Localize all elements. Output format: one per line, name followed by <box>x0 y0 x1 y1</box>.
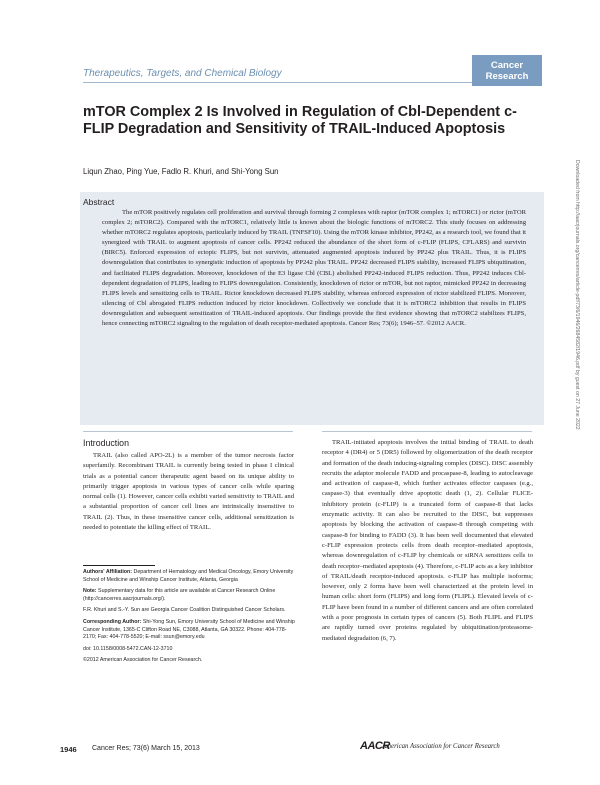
copyright: ©2012 American Association for Cancer Research. <box>83 657 203 664</box>
journal-badge <box>472 55 542 86</box>
note-label: Note: <box>83 588 97 595</box>
corresponding-label: Corresponding Author: <box>83 618 142 625</box>
affiliation-note <box>83 569 295 584</box>
header-rule <box>83 82 473 83</box>
article-authors: Liqun Zhao, Ping Yue, Fadlo R. Khuri, and Shi-Yong Sun <box>83 167 279 176</box>
supplementary-note <box>83 588 295 603</box>
article-notes <box>83 569 295 669</box>
affiliation-label: Authors' Affiliation: <box>83 569 133 575</box>
aacr-mark: AACR <box>360 740 390 752</box>
affiliation-text: Department of Hematology and Medical Oncology, Emory University School of Medicine and Winship Cancer Institute, Atlanta, Georgia <box>83 569 294 583</box>
corresponding-note <box>83 619 295 642</box>
doi: doi: 10.1158/0008-5472.CAN-12-3710 <box>83 645 173 652</box>
aacr-logo <box>360 740 540 754</box>
footer-citation: Cancer Res; 73(6) March 15, 2013 <box>92 745 200 752</box>
notes-rule <box>83 565 155 566</box>
article-title: mTOR Complex 2 Is Involved in Regulation of Cbl-Dependent c-FLIP Degradation and Sensitivity of TRAIL-Induced Apoptosis <box>83 104 517 137</box>
abstract-heading: Abstract <box>83 197 115 207</box>
journal-badge-line1: Cancer <box>490 60 524 71</box>
introduction-right-column: TRAIL-initiated apoptosis involves the initial binding of TRAIL to death receptor 4 (DR4) or 5 (DR5) followed by oligomerization of the death receptor and formation of the death inducing-signaling complex (DISC). DISC assembly recruits the adaptor molecule FADD and procaspase-8, leading to autocleavage and activation of caspase-8, which further activates effector caspases (e.g., caspase-3) that eventually drive apoptotic death (1, 2). Cellular FLICE-inhibitory protein (c-FLIP) is a truncated form of caspase-8 that lacks enzymatic activity. It can also be recruited to the DISC, but suppresses apoptosis by blocking the activation of caspase-8 through competing with caspase-8 for binding to FADD (3). It has been well documented that elevated c-FLIP expression protects cells from death receptor–mediated apoptosis, whereas downregulation of c-FLIP by chemicals or siRNA sensitizes cells to death receptor–mediated apoptosis (4). Therefore, c-FLIP acts as a key inhibitor of TRAIL/death receptor-induced apoptosis. c-FLIP has multiple isoforms; however, only 2 forms have been well characterized at the protein level in human cells: short form (FLIPS) and long form (FLIPL). Elevated levels of c-FLIP have been found in a number of different cancers and are often correlated with a poor prognosis in certain types of cancers (5). Both FLIPL and FLIPS are rapidly turned over proteins regulated by ubiquitination/proteasome-mediated degradation (6, 7). <box>322 439 533 642</box>
corresponding-text: Shi-Yong Sun, Emory University School of Medicine and Winship Cancer Institute, 1365-C Clifton Road NE, C3088, Atlanta, GA 30322. Phone: 404-778-2170; Fax: 404-778-5520; E-mail: ssun@emory.edu <box>83 618 295 641</box>
abstract-text: The mTOR positively regulates cell proliferation and survival through forming 2 complexes with raptor (mTOR complex 1; mTORC1) or rictor (mTOR complex 2; mTORC2). Compared with the mTORC1, relatively little is known about the biologic functions of mTORC2. This study focuses on addressing whether mTORC2 regulates apoptosis, particularly induced by TRAIL (TNFSF10). Using the mTOR kinase inhibitor, PP242, as a research tool, we found that it synergized with TRAIL to augment apoptosis of cancer cells. PP242 reduced the abundance of the short form of c-FLIP (FLIPS, CFLARS) and survivin (BIRC5). Enforced expression of ectopic FLIPS, but not survivin, attenuated augmented apoptosis induced by PP242 plus TRAIL. Thus, it is FLIPS downregulation that contributes to synergistic induction of apoptosis by PP242 plus TRAIL. PP242 decreased FLIPS stability, increased FLIPS ubiquitination, and facilitated FLIPS degradation. Moreover, knockdown of the E3 ligase Cbl (CBL) abolished PP242-induced FLIPS reduction. Thus, PP242 induces Cbl-dependent degradation of FLIPS, leading to FLIPS downregulation. Consistently, knockdown of rictor or mTOR, but not raptor, mimicked PP242 in decreasing FLIPS levels and sensitizing cells to TRAIL. Rictor knockdown decreased FLIPS stability, whereas enforced expression of rictor stabilized FLIPS. Moreover, silencing of Cbl abrogated FLIPS reduction induced by rictor knockdown. Collectively we conclude that it is mTORC2 inhibition that results in FLIPS downregulation and subsequent sensitization of TRAIL-induced apoptosis. Our findings provide the first evidence showing that mTORC2 stabilizes FLIPS, hence connecting mTORC2 signaling to the regulation of death receptor-mediated apoptosis. Cancer Res; 73(6); 1946–57. ©2012 AACR. <box>102 209 526 328</box>
download-side-note <box>570 160 584 740</box>
publisher-name: American Association for Cancer Research <box>382 743 500 750</box>
introduction-left-column: TRAIL (also called APO-2L) is a member of the tumor necrosis factor superfamily. Recombinant TRAIL is currently being tested in phase I clinical trials as a potential cancer therapeutic agent based on its unique ability to primarily trigger apoptosis in various types of cancer cells while sparing normal cells (1). However, cancer cells exhibit varied sensitivity to TRAIL and a substantial proportion of cancer cell lines are intrinsically insensitive to TRAIL (2). Thus, in these insensitive cancer cells, additional sensitization is needed to potentiate the killing effect of TRAIL. <box>83 452 294 532</box>
intro-rule-left <box>83 431 293 432</box>
page-number: 1946 <box>60 745 77 754</box>
journal-badge-line2: Research <box>485 71 529 82</box>
note-text: Supplementary data for this article are available at Cancer Research Online (http://cancerres.aacrjournals.org/). <box>83 588 276 602</box>
scholars-note: F.R. Khuri and S.-Y. Sun are Georgia Cancer Coalition Distinguished Cancer Scholars. <box>83 607 286 614</box>
introduction-heading: Introduction <box>83 438 129 448</box>
download-side-note-text: Downloaded from http://aacrjournals.org/cancerres/article-pdf/73/6/1946/2684582/1946.pdf by guest on 27 June 2022 <box>574 160 580 430</box>
intro-rule-right <box>322 431 532 432</box>
section-header: Therapeutics, Targets, and Chemical Biology <box>83 68 282 79</box>
